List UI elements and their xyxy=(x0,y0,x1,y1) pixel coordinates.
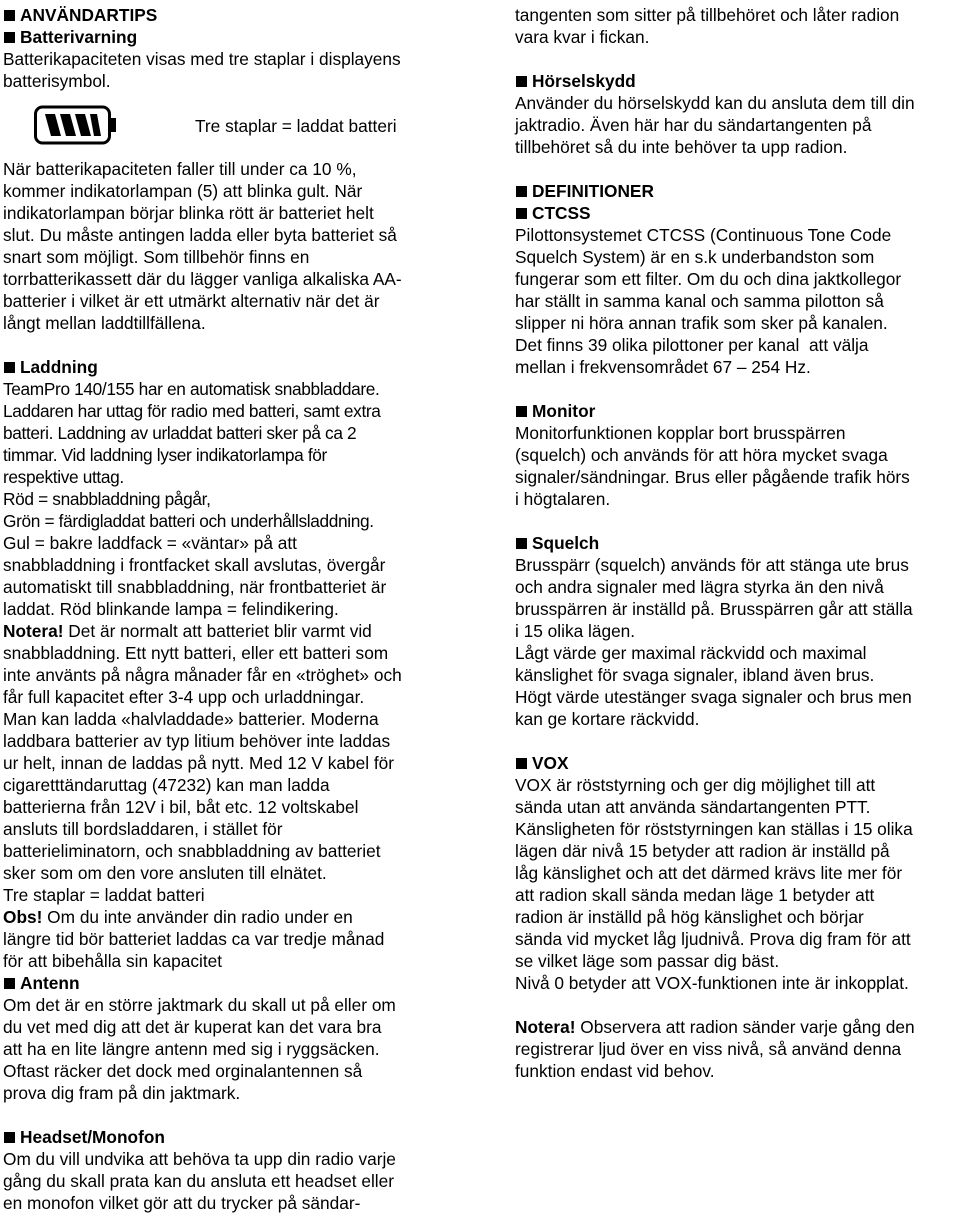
paragraph-line: känslighet för svaga signaler, ibland även brus. xyxy=(515,665,875,685)
charging-heading: Laddning xyxy=(3,356,461,378)
paragraph-line: automatiskt till snabbladdning, när frontbatteriet är xyxy=(3,577,387,597)
paragraph-line: (squelch) och används för att höra mycket svaga xyxy=(515,445,888,465)
paragraph-line: radion är inställd på hög känslighet och börjar xyxy=(515,907,864,927)
paragraph-line: Man kan ladda «halvladdade» batterier. Moderna xyxy=(3,709,379,729)
paragraph-line: timmar. Vid laddning lyser indikatorlampa för xyxy=(3,445,327,465)
paragraph-line: Gul = bakre laddfack = «väntar» på att xyxy=(3,533,297,553)
bullet-square-icon xyxy=(4,978,15,989)
paragraph-line: torrbatterikassett där du lägger vanliga alkaliska AA- xyxy=(3,269,402,289)
right-column xyxy=(515,4,960,1082)
paragraph-line: Batterikapaciteten visas med tre staplar i displayens xyxy=(3,49,401,69)
paragraph-line: TeamPro 140/155 har en automatisk snabbladdare. xyxy=(3,379,380,399)
paragraph-line: Notera! Observera att radion sänder varje gång den xyxy=(515,1017,915,1037)
paragraph-line: långt mellan laddtillfällena. xyxy=(3,313,206,333)
paragraph-line: Om du vill undvika att behöva ta upp din radio varje xyxy=(3,1149,396,1169)
bullet-square-icon xyxy=(4,362,15,373)
paragraph-line: registrerar ljud över en viss nivå, så använd denna xyxy=(515,1039,902,1059)
paragraph-line: Squelch System) är en s.k underbandston som xyxy=(515,247,875,267)
bullet-square-icon xyxy=(516,208,527,219)
paragraph-line: Tre staplar = laddat batteri xyxy=(3,885,205,905)
paragraph-line: cigaretttändaruttag (47232) kan man ladda xyxy=(3,775,330,795)
paragraph-line: Monitorfunktionen kopplar bort brusspärren xyxy=(515,423,846,443)
paragraph-line: en monofon vilket gör att du trycker på sändar- xyxy=(3,1193,361,1213)
paragraph-line: du vet med dig att det är kuperat kan det vara bra xyxy=(3,1017,382,1037)
note-label: Notera! xyxy=(515,1017,576,1037)
paragraph-line: får full kapacitet efter 3-4 upp och urladdningar. xyxy=(3,687,365,707)
paragraph-line: ur helt, innan de laddas på nytt. Med 12 V kabel för xyxy=(3,753,394,773)
paragraph-line: kommer indikatorlampan (5) att blinka gult. När xyxy=(3,181,363,201)
paragraph-line: sker som om den vore ansluten till elnätet. xyxy=(3,863,327,883)
paragraph-line: Obs! Om du inte använder din radio under en xyxy=(3,907,353,927)
antenna-heading: Antenn xyxy=(3,972,461,994)
bullet-square-icon xyxy=(4,10,15,21)
paragraph-line: sända utan att använda sändartangenten PTT. xyxy=(515,797,871,817)
paragraph-line: Känsligheten för röststyrningen kan ställas i 15 olika xyxy=(515,819,913,839)
paragraph-line: Grön = färdigladdat batteri och underhållsladdning. xyxy=(3,511,374,531)
paragraph-line: Röd = snabbladdning pågår, xyxy=(3,489,211,509)
paragraph-line: fungerar som ett filter. Om du och dina jaktkollegor xyxy=(515,269,902,289)
paragraph-line: slut. Du måste antingen ladda eller byta batteriet så xyxy=(3,225,397,245)
title-heading: ANVÄNDARTIPS xyxy=(3,4,461,26)
bullet-square-icon xyxy=(516,76,527,87)
paragraph-line: VOX är röststyrning och ger dig möjlighet till att xyxy=(515,775,876,795)
bullet-square-icon xyxy=(516,758,527,769)
paragraph-line: Brusspärr (squelch) används för att stänga ute brus xyxy=(515,555,909,575)
obs-label: Obs! xyxy=(3,907,43,927)
hearing-protection-heading: Hörselskydd xyxy=(515,70,960,92)
paragraph-line: längre tid bör batteriet laddas ca var tredje månad xyxy=(3,929,385,949)
vox-heading: VOX xyxy=(515,752,960,774)
battery-figure-row xyxy=(3,92,461,158)
paragraph-line: tillbehöret så du inte behöver ta upp radion. xyxy=(515,137,848,157)
paragraph-line: batteri. Laddning av urladdat batteri sker på ca 2 xyxy=(3,423,357,443)
paragraph-line: batterier i vilket är ett utmärkt alternativ när det är xyxy=(3,291,380,311)
paragraph-line: lägen där nivå 15 betyder att radion är inställd på xyxy=(515,841,890,861)
paragraph-line: se vilket läge som passar dig bäst. xyxy=(515,951,780,971)
left-column xyxy=(3,4,461,1214)
paragraph-line: Använder du hörselskydd kan du ansluta dem till din xyxy=(515,93,915,113)
paragraph-line: låg känslighet och att det därmed krävs lite mer för xyxy=(515,863,903,883)
paragraph-line: signaler/sändningar. Brus eller pågående trafik hörs xyxy=(515,467,910,487)
paragraph-line: batterierna från 12V i bil, båt etc. 12 voltskabel xyxy=(3,797,359,817)
paragraph-line: Notera! Det är normalt att batteriet blir varmt vid xyxy=(3,621,372,641)
paragraph-line: snart som möjligt. Som tillbehör finns en xyxy=(3,247,310,267)
paragraph-line: att ha en lite längre antenn med sig i ryggsäcken. xyxy=(3,1039,380,1059)
paragraph-line: slipper ni höra annan trafik som sker på kanalen. xyxy=(515,313,888,333)
paragraph-line: har ställt in samma kanal och samma pilotton så xyxy=(515,291,884,311)
paragraph-line: gång du skall prata kan du ansluta ett headset eller xyxy=(3,1171,395,1191)
paragraph-line: respektive uttag. xyxy=(3,467,124,487)
squelch-heading: Squelch xyxy=(515,532,960,554)
headset-heading: Headset/Monofon xyxy=(3,1126,461,1148)
paragraph-line: brusspärren är inställd på. Brusspärren går att ställa xyxy=(515,599,913,619)
paragraph-line: i 15 olika lägen. xyxy=(515,621,636,641)
paragraph-line: laddat. Röd blinkande lampa = felindikering. xyxy=(3,599,339,619)
paragraph-line: kan ge kortare räckvidd. xyxy=(515,709,700,729)
bullet-square-icon xyxy=(516,538,527,549)
paragraph-line: prova dig fram på din jaktmark. xyxy=(3,1083,241,1103)
paragraph-line: ansluts till bordsladdaren, i stället för xyxy=(3,819,283,839)
paragraph-line: tangenten som sitter på tillbehöret och låter radion xyxy=(515,5,900,25)
paragraph-line: mellan i frekvensområdet 67 – 254 Hz. xyxy=(515,357,811,377)
bullet-square-icon xyxy=(516,406,527,417)
note-label: Notera! xyxy=(3,621,64,641)
paragraph-line: funktion endast vid behov. xyxy=(515,1061,715,1081)
paragraph-line: laddbara batterier av typ litium behöver inte laddas xyxy=(3,731,391,751)
paragraph-line: batterisymbol. xyxy=(3,71,111,91)
paragraph-line: snabbladdning i frontfacket skall avslutas, övergår xyxy=(3,555,386,575)
paragraph-line: för att bibehålla sin kapacitet xyxy=(3,951,223,971)
paragraph-line: Oftast räcker det dock med orginalantennen så xyxy=(3,1061,363,1081)
paragraph-line: sända vid mycket låg ljudnivå. Prova dig fram för att xyxy=(515,929,911,949)
paragraph-line: i högtalaren. xyxy=(515,489,611,509)
bullet-square-icon xyxy=(4,32,15,43)
paragraph-line: jaktradio. Även här har du sändartangenten på xyxy=(515,115,872,135)
paragraph-line: Om det är en större jaktmark du skall ut på eller om xyxy=(3,995,396,1015)
paragraph-line: Laddaren har uttag för radio med batteri, samt extra xyxy=(3,401,381,421)
paragraph-line: att radion skall sända medan läge 1 betyder att xyxy=(515,885,875,905)
definitions-heading: DEFINITIONER xyxy=(515,180,960,202)
paragraph-line: och andra signaler med lägra styrka än den nivå xyxy=(515,577,884,597)
monitor-heading: Monitor xyxy=(515,400,960,422)
bullet-square-icon xyxy=(4,1132,15,1143)
paragraph-line: Nivå 0 betyder att VOX-funktionen inte är inkopplat. xyxy=(515,973,909,993)
paragraph-line: snabbladdning. Ett nytt batteri, eller ett batteri som xyxy=(3,643,389,663)
paragraph-line: Pilottonsystemet CTCSS (Continuous Tone Code xyxy=(515,225,892,245)
battery-warning-heading: Batterivarning xyxy=(3,26,461,48)
paragraph-line: indikatorlampan börjar blinka rött är batteriet helt xyxy=(3,203,374,223)
paragraph-line: batterieliminatorn, och snabbladdning av batteriet xyxy=(3,841,381,861)
paragraph-line: När batterikapaciteten faller till under ca 10 %, xyxy=(3,159,357,179)
paragraph-line: Lågt värde ger maximal räckvidd och maximal xyxy=(515,643,867,663)
paragraph-line: Högt värde utestänger svaga signaler och brus men xyxy=(515,687,912,707)
battery-full-icon xyxy=(34,101,118,149)
bullet-square-icon xyxy=(516,186,527,197)
battery-figure-label: Tre staplar = laddat batteri xyxy=(195,116,397,136)
paragraph-line: inte använts på några månader får en «tröghet» och xyxy=(3,665,402,685)
paragraph-line: Det finns 39 olika pilottoner per kanal att välja xyxy=(515,335,869,355)
paragraph-line: vara kvar i fickan. xyxy=(515,27,650,47)
ctcss-heading: CTCSS xyxy=(515,202,960,224)
